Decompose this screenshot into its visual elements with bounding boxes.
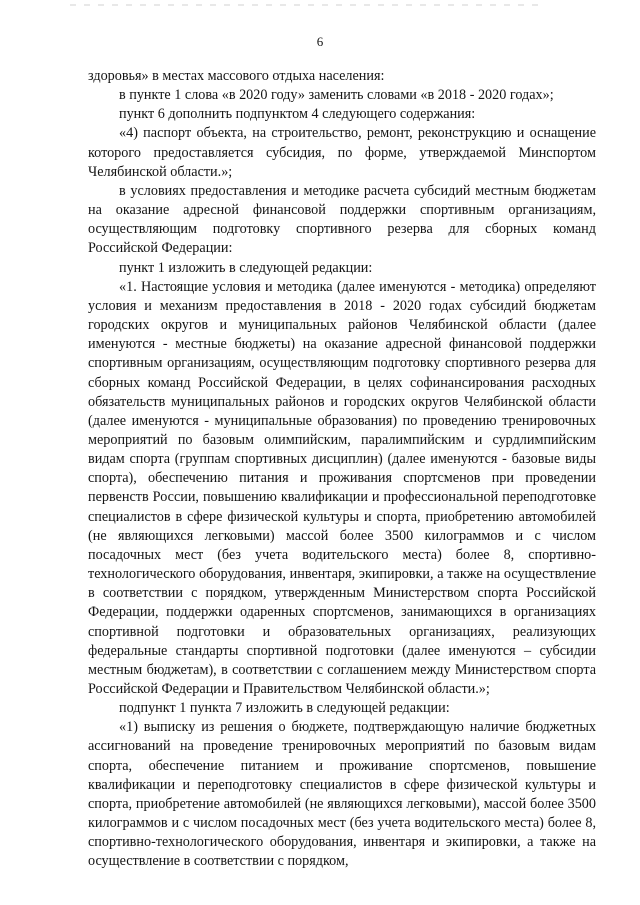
paragraph: в условиях предоставления и методике расчета субсидий местным бюджетам на оказание адресной финансовой поддержки спортивным организациям, осуществляющим подготовку спортивного резерва для сборных команд Российской Федерации:	[88, 182, 596, 257]
paragraph: здоровья» в местах массового отдыха населения:	[88, 68, 385, 84]
page-number: 6	[316, 34, 324, 49]
paragraph: пункт 6 дополнить подпунктом 4 следующего содержания:	[119, 106, 476, 123]
paragraph: «1) выписку из решения о бюджете, подтверждающую наличие бюджетных ассигнований на проведение тренировочных мероприятий по базовым видам спорта, обеспечение питанием и проживание спортсменов, повышение квалификации и переподготовку специалистов в сфере физической культуры и спорта, приобретение автомобилей (не являющихся легковыми), массой более 3500 килограммов и с числом посадочных мест (без учета водительского места) более 8, спортивно-технологического оборудования, инвентаря и экипировки, а также на осуществление в соответствии с порядком,	[88, 719, 596, 870]
scan-artifact	[70, 4, 540, 6]
paragraph: пункт 1 изложить в следующей редакции:	[119, 259, 373, 276]
paragraph: подпункт 1 пункта 7 изложить в следующей редакции:	[119, 700, 450, 717]
document-body	[88, 67, 596, 872]
paragraph: «4) паспорт объекта, на строительство, ремонт, реконструкцию и оснащение которого предоставляется субсидия, по форме, утверждаемой Минспортом Челябинской области.»;	[88, 125, 596, 180]
paragraph: в пункте 1 слова «в 2020 году» заменить словами «в 2018 - 2020 годах»;	[119, 87, 554, 104]
paragraph: «1. Настоящие условия и методика (далее именуются - методика) определяют условия и механизм предоставления в 2018 - 2020 годах субсидий бюджетам городских округов и муниципальных районов Челябинской области (далее именуются - местные бюджеты) на оказание адресной финансовой поддержки спортивным организациям, осуществляющим подготовку спортивного резерва для сборных команд Российской Федерации, в целях софинансирования расходных обязательств муниципальных районов и городских округов Челябинской области (далее именуются - муниципальные образования) по проведению тренировочных мероприятий по базовым олимпийским, паралимпийским и сурдлимпийским видам спорта (группам спортивных дисциплин) (далее именуются - базовые виды спорта), обеспечению питания и проживания спортсменов при проведении первенств России, повышению квалификации и профессиональной переподготовке специалистов в сфере физической культуры и спорта, приобретению автомобилей (не являющихся легковыми) массой более 3500 килограммов и с числом посадочных мест (без учета водительского места) более 8, спортивно-технологического оборудования, инвентаря, экипировки, а также на осуществление в соответствии с порядком, утвержденным Министерством спорта Российской Федерации, поддержки одаренных спортсменов, занимающихся в организациях спортивной подготовки и образовательных организациях, реализующих федеральные стандарты спортивной подготовки (далее именуются – субсидии местным бюджетам), в соответствии с соглашением между Министерством спорта Российской Федерации и Правительством Челябинской области.»;	[88, 278, 596, 697]
